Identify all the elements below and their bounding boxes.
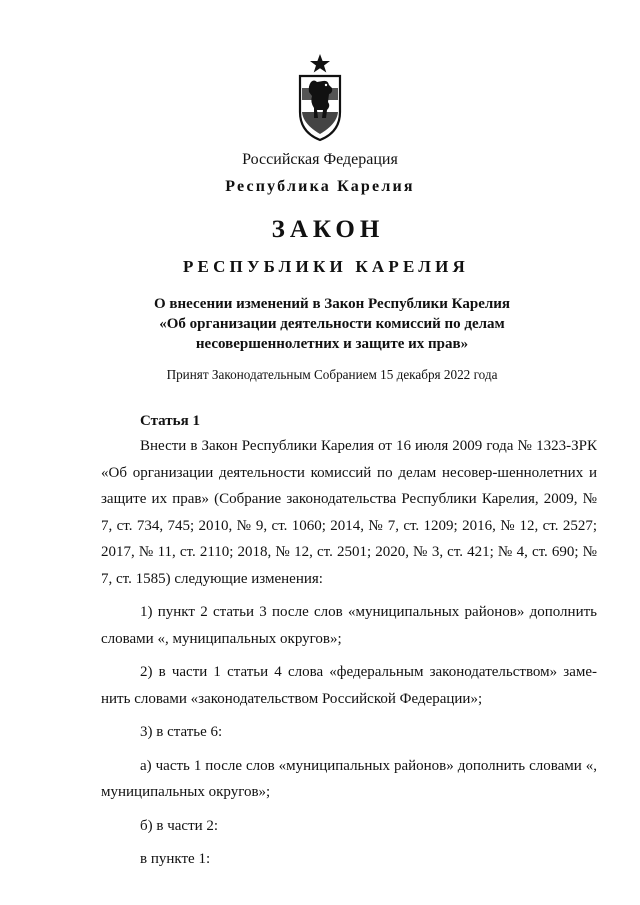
paragraph-point-1: в пункте 1: — [140, 851, 211, 867]
law-title — [12, 294, 640, 354]
paragraph-item-1: 1) пункт 2 статьи 3 после слов «муниципальных районов» дополнить словами «, муниципальных округов»; — [101, 604, 597, 647]
article-body — [101, 433, 597, 880]
country-name: Российская Федерация — [242, 151, 398, 168]
article-heading: Статья 1 — [140, 413, 200, 429]
paragraph-subitem-a: а) часть 1 после слов «муниципальных районов» дополнить словами «, муниципальных округов»; — [101, 757, 597, 800]
republic-name: Республика Карелия — [225, 178, 415, 195]
paragraph-item-2: 2) в части 1 статьи 4 слова «федеральным законодательством» заме-нить словами «законодательством Российской Федерации»; — [101, 664, 597, 707]
law-title-line-3: несовершеннолетних и защите их прав» — [195, 336, 469, 352]
adoption-note: Принят Законодательным Собранием 15 декабря 2022 года — [166, 367, 498, 382]
document-type-heading: ЗАКОН — [271, 216, 385, 243]
paragraph-item-3: 3) в статье 6: — [140, 724, 223, 740]
paragraph-intro: Внести в Закон Республики Карелия от 16 июля 2009 года № 1323-ЗРК «Об организации деятельности комиссий по делам несовер-шеннолетних и защите их прав» (Собрание законодательства Республики Карелия, 2009, № 7, ст. 734, 745; 2010, № 9, ст. 1060; 2014, № 7, ст. 1209; 2016, № 12, ст. 2527; 2017, № 11, ст. 2110; 2018, № 12, ст. 2501; 2020, № 3, ст. 421; № 4, ст. 690; № 7, ст. 1585) следующие изменения: — [101, 438, 597, 587]
law-title-line-1: О внесении изменений в Закон Республики Карелия — [153, 296, 511, 312]
paragraph-subitem-b: б) в части 2: — [140, 817, 219, 834]
document-issuer-heading: РЕСПУБЛИКИ КАРЕЛИЯ — [182, 257, 470, 276]
law-title-line-2: «Об организации деятельности комиссий по делам — [159, 316, 505, 332]
coat-of-arms-emblem — [297, 52, 343, 142]
